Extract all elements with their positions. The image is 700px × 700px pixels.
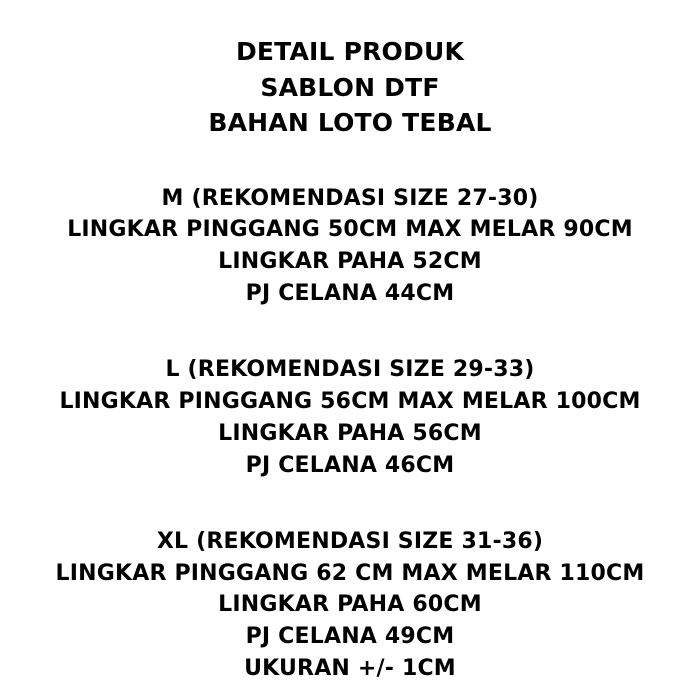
size-xl-title: XL (REKOMENDASI SIZE 31-36)	[156, 528, 544, 554]
header-line-material: BAHAN LOTO TEBAL	[208, 108, 492, 137]
size-tolerance-note: UKURAN +/- 1CM	[244, 656, 456, 682]
size-xl-thigh: LINGKAR PAHA 60CM	[218, 592, 482, 618]
size-m-waist: LINGKAR PINGGANG 50CM MAX MELAR 90CM	[67, 217, 633, 243]
size-block-l	[59, 354, 640, 482]
size-m-length: PJ CELANA 44CM	[245, 281, 455, 307]
size-l-thigh: LINGKAR PAHA 56CM	[218, 420, 482, 446]
size-l-title: L (REKOMENDASI SIZE 29-33)	[165, 357, 535, 383]
size-l-waist: LINGKAR PINGGANG 56CM MAX MELAR 100CM	[59, 388, 641, 414]
size-m-thigh: LINGKAR PAHA 52CM	[218, 249, 482, 275]
size-m-title: M (REKOMENDASI SIZE 27-30)	[161, 185, 539, 211]
size-xl-length: PJ CELANA 49CM	[245, 624, 455, 650]
header-line-print-type: SABLON DTF	[260, 72, 440, 102]
size-xl-waist: LINGKAR PINGGANG 62 CM MAX MELAR 110CM	[55, 560, 645, 586]
header-block	[208, 34, 491, 141]
size-block-m	[67, 183, 633, 311]
size-l-length: PJ CELANA 46CM	[245, 452, 455, 478]
size-block-xl	[56, 526, 645, 685]
header-line-title: DETAIL PRODUK	[235, 37, 465, 66]
